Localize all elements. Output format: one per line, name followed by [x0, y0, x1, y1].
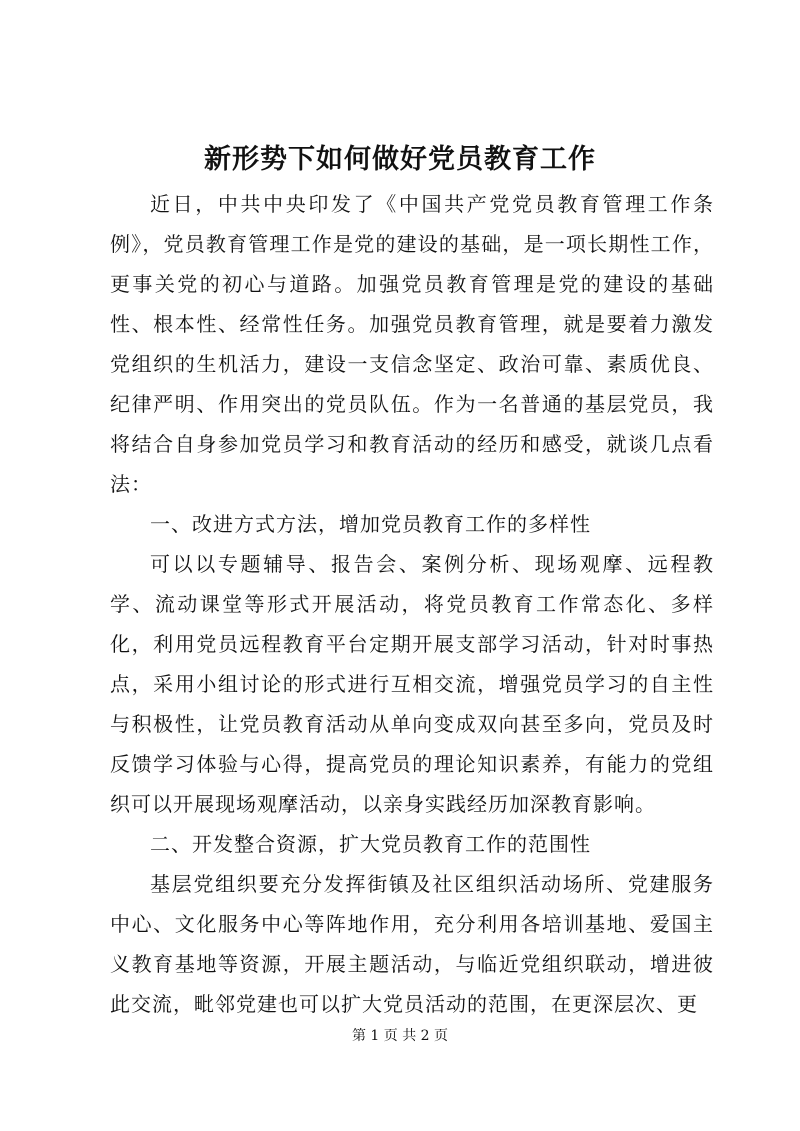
document-body [110, 184, 714, 1024]
page-number-footer: 第 1 页 共 2 页 [351, 1028, 449, 1044]
section-heading-1: 一、改进方式方法，增加党员教育工作的多样性 [150, 512, 591, 536]
paragraph-section-1: 可以以专题辅导、报告会、案例分析、现场观摩、远程教学、流动课堂等形式开展活动，将党员教育工作常态化、多样化，利用党员远程教育平台定期开展支部学习活动，针对时事热点，采用小组讨论的形式进行互相交流，增强党员学习的自主性与积极性，让党员教育活动从单向变成双向甚至多向，党员及时反馈学习体验与心得，提高党员的理论知识素养，有能力的党组织可以开展现场观摩活动，以亲身实践经历加深教育影响。 [110, 552, 714, 816]
section-heading-2: 二、开发整合资源，扩大党员教育工作的范围性 [150, 832, 591, 856]
paragraph-section-2: 基层党组织要充分发挥街镇及社区组织活动场所、党建服务中心、文化服务中心等阵地作用，充分利用各培训基地、爱国主义教育基地等资源，开展主题活动，与临近党组织联动，增进彼此交流，毗邻党建也可以扩大党员活动的范围，在更深层次、更 [110, 872, 714, 1016]
document-title: 新形势下如何做好党员教育工作 [204, 144, 596, 175]
paragraph-intro: 近日，中共中央印发了《中国共产党党员教育管理工作条例》，党员教育管理工作是党的建设的基础，是一项长期性工作，更事关党的初心与道路。加强党员教育管理是党的建设的基础性、根本性、经常性任务。加强党员教育管理，就是要着力激发党组织的生机活力，建设一支信念坚定、政治可靠、素质优良、纪律严明、作用突出的党员队伍。作为一名普通的基层党员，我将结合自身参加党员学习和教育活动的经历和感受，就谈几点看法： [110, 192, 714, 496]
